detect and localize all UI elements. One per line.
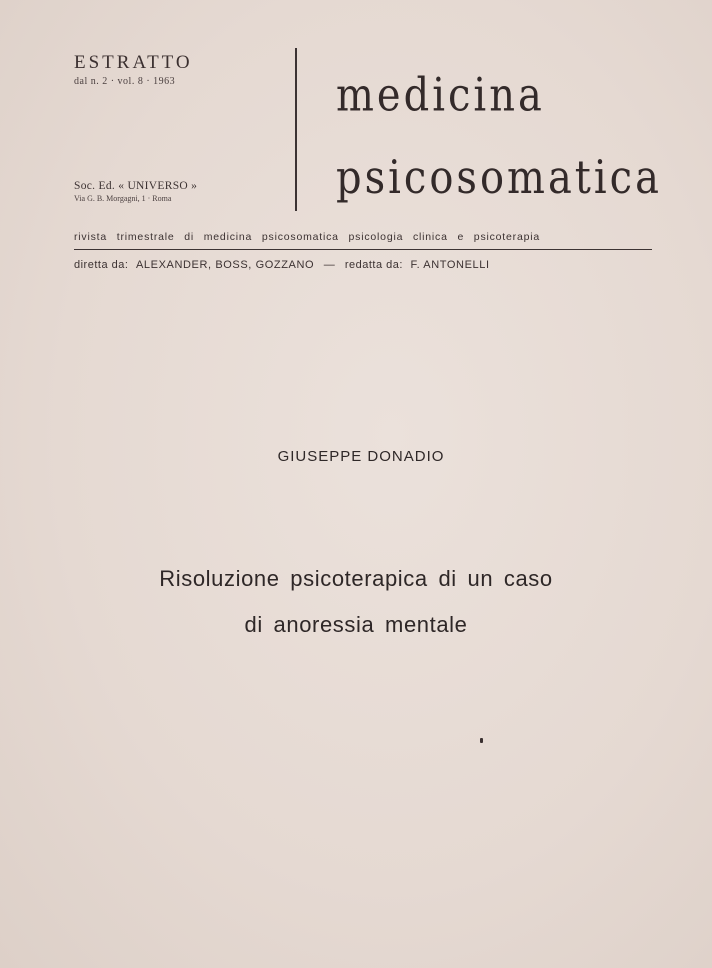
journal-title-line2: psicosomatica <box>336 151 662 205</box>
vertical-divider <box>295 48 297 211</box>
article-author: GIUSEPPE DONADIO <box>277 448 445 465</box>
issue-info: dal n. 2 · vol. 8 · 1963 <box>74 76 176 87</box>
journal-title-line1: medicina <box>336 68 545 122</box>
publisher-address: Via G. B. Morgagni, 1 · Roma <box>74 194 172 203</box>
journal-description: rivista trimestrale di medicina psicosomatica psicologia clinica e psicoterapia <box>74 231 541 243</box>
editors-separator: — <box>323 259 336 271</box>
publisher-name: Soc. Ed. « UNIVERSO » <box>74 180 198 192</box>
edited-label: redatta da: <box>344 259 403 271</box>
editor-name: F. ANTONELLI <box>410 259 490 271</box>
article-title <box>0 556 712 648</box>
horizontal-divider <box>74 249 652 250</box>
directors-names: ALEXANDER, BOSS, GOZZANO <box>135 259 315 271</box>
editors-line <box>74 259 652 271</box>
offprint-notice <box>74 52 234 87</box>
article-title-line2: di anoressia mentale <box>244 612 468 637</box>
journal-title <box>336 54 662 220</box>
publisher-block <box>74 180 274 203</box>
directed-label: diretta da: <box>74 259 129 271</box>
paper-speck <box>480 738 483 743</box>
estratto-label: ESTRATTO <box>74 52 193 73</box>
article-title-line1: Risoluzione psicoterapica di un caso <box>159 566 553 591</box>
